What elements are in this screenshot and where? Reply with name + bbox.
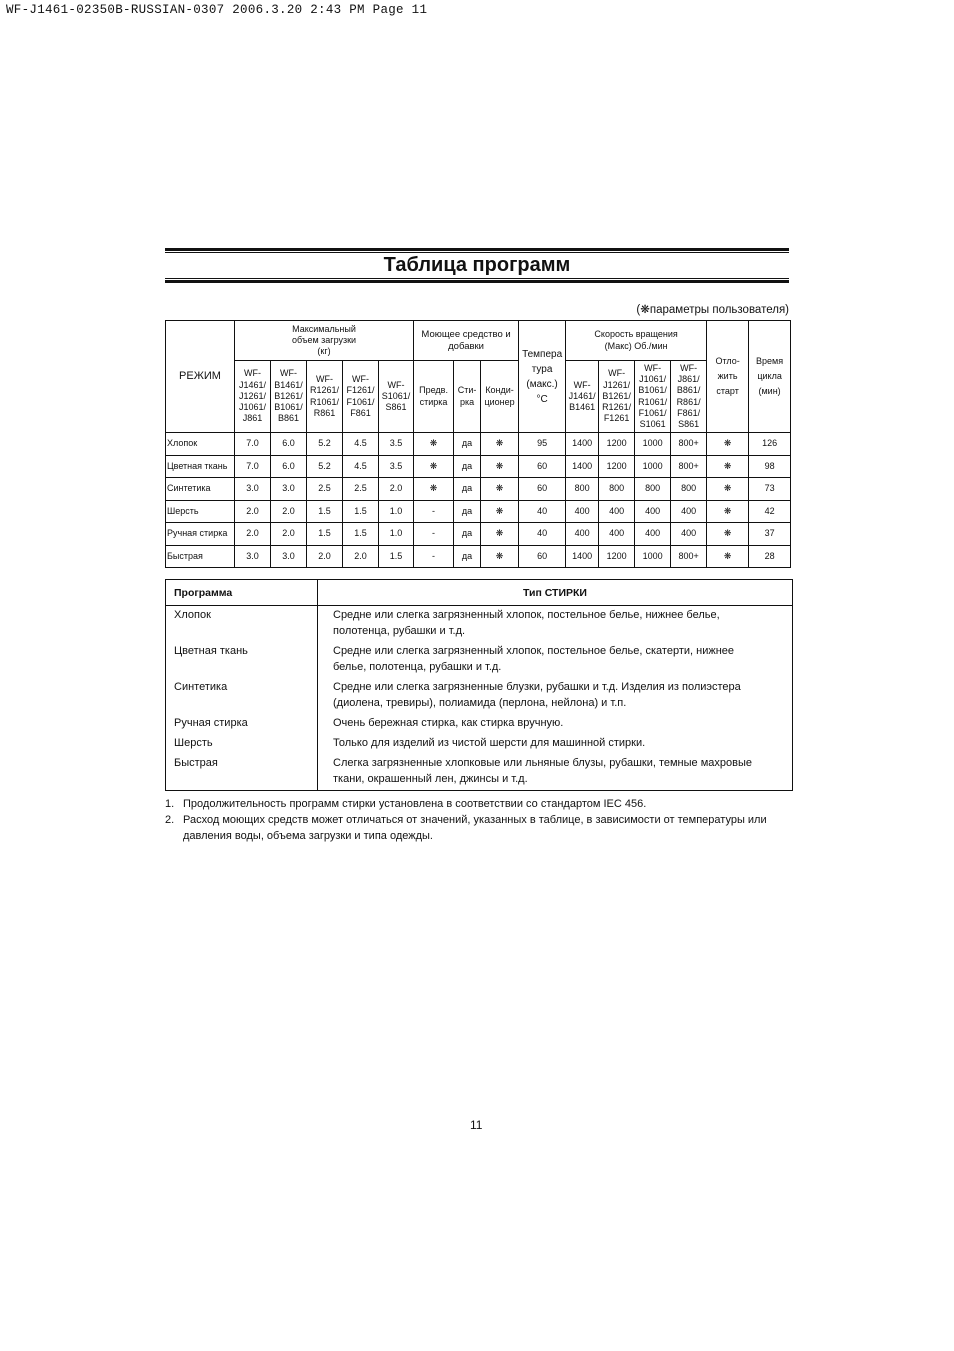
title-rule-bottom	[165, 280, 789, 283]
cycle-time-header: Время цикла (мин)	[749, 321, 791, 433]
wash-type-description: Средне или слегка загрязненный хлопок, постельное белье, нижнее белье, полотенца, рубашки и т.д.	[333, 609, 720, 637]
table-cell: 5.2	[307, 433, 343, 456]
table-cell: 800+	[671, 545, 707, 568]
mode-name: Шерсть	[166, 500, 235, 523]
table-cell: 3.0	[271, 478, 307, 501]
table-cell: 40	[519, 523, 566, 546]
program-name: Шерсть	[166, 734, 318, 754]
table-cell: 400	[635, 500, 671, 523]
table-cell: 3.0	[235, 478, 271, 501]
table-cell: 3.5	[379, 455, 414, 478]
table-cell: 400	[566, 500, 599, 523]
load-model-header: WF- B1461/ B1261/ B1061/ B861	[271, 361, 307, 433]
table-cell: 800+	[671, 455, 707, 478]
wash-type-description: Только для изделий из чистой шерсти для машинной стирки.	[333, 737, 646, 749]
table-cell: 98	[749, 455, 791, 478]
program-column-header: Программа	[166, 580, 318, 606]
table-cell: 1200	[599, 545, 635, 568]
spin-model-header: WF- J1461/ B1461	[566, 361, 599, 433]
load-model-header: WF- F1261/ F1061/ F861	[343, 361, 379, 433]
table-cell: 3.5	[379, 433, 414, 456]
title-rule-top-thin	[165, 252, 789, 253]
table-cell: ❋	[481, 500, 519, 523]
table-cell: -	[414, 523, 454, 546]
table-cell: да	[454, 433, 481, 456]
footnote-number: 2.	[165, 814, 175, 826]
table-cell: ❋	[481, 545, 519, 568]
table-cell: ❋	[481, 455, 519, 478]
table-cell: ❋	[414, 433, 454, 456]
table-cell: 400	[566, 523, 599, 546]
footnote-number: 1.	[165, 798, 175, 810]
table-cell: 2.0	[235, 523, 271, 546]
title-rule-bottom-thin	[165, 278, 789, 279]
table-cell: 60	[519, 455, 566, 478]
table-cell: 4.5	[343, 455, 379, 478]
table-cell: да	[454, 545, 481, 568]
table-cell: 1.5	[307, 500, 343, 523]
table-cell: 800	[671, 478, 707, 501]
program-name: Быстрая	[166, 754, 318, 791]
table-cell: ❋	[707, 523, 749, 546]
table-cell: 1400	[566, 545, 599, 568]
table-row	[166, 433, 791, 456]
table-cell: ❋	[707, 545, 749, 568]
program-name: Ручная стирка	[166, 714, 318, 734]
table-cell: 3.0	[235, 545, 271, 568]
table-cell: 126	[749, 433, 791, 456]
table-cell: 4.5	[343, 433, 379, 456]
delay-start-header: Отло- жить старт	[707, 321, 749, 433]
table-cell: -	[414, 500, 454, 523]
table-cell: ❋	[414, 478, 454, 501]
program-name: Цветная ткань	[166, 642, 318, 678]
table-cell: 400	[671, 523, 707, 546]
table-row	[166, 478, 791, 501]
table-cell: ❋	[481, 523, 519, 546]
spin-model-header: WF- J861/ B861/ R861/ F861/ S861	[671, 361, 707, 433]
table-cell: 5.2	[307, 455, 343, 478]
table-cell: 28	[749, 545, 791, 568]
table-cell: 800	[635, 478, 671, 501]
table-cell: 800	[566, 478, 599, 501]
program-table	[165, 320, 791, 568]
table-cell: 60	[519, 545, 566, 568]
table-cell: 60	[519, 478, 566, 501]
table-cell: да	[454, 455, 481, 478]
table-cell: 800	[599, 478, 635, 501]
table-cell: 6.0	[271, 455, 307, 478]
table-cell: 2.5	[343, 478, 379, 501]
table-row	[166, 455, 791, 478]
table-cell: 1400	[566, 433, 599, 456]
table-cell: 1000	[635, 433, 671, 456]
wash-type-description: Средне или слегка загрязненные блузки, рубашки и т.д. Изделия из полиэстера (диолена, тревиры), полиамида (перлона, нейлона) и т.п.	[333, 681, 741, 709]
wash-type-description: Слегка загрязненные хлопковые или льняные блузы, рубашки, темные махровые ткани, окрашенный лен, джинсы и т.д.	[333, 757, 752, 785]
load-model-header: WF- J1461/ J1261/ J1061/ J861	[235, 361, 271, 433]
table-cell: 2.0	[271, 523, 307, 546]
wash-type-description: Очень бережная стирка, как стирка вручную.	[333, 717, 564, 729]
footnote-2	[165, 812, 785, 844]
spin-header: Скорость вращения (Макс) Об./мин	[566, 321, 707, 361]
table-cell: 42	[749, 500, 791, 523]
table-cell: да	[454, 523, 481, 546]
footnote-1	[165, 796, 785, 812]
detergent-column-header: Сти- рка	[454, 361, 481, 433]
table-cell: 1200	[599, 455, 635, 478]
load-model-header: WF- R1261/ R1061/ R861	[307, 361, 343, 433]
program-row	[166, 714, 793, 734]
table-cell: 1.5	[343, 500, 379, 523]
mode-name: Цветная ткань	[166, 455, 235, 478]
wash-type-description: Средне или слегка загрязненный хлопок, постельное белье, скатерти, нижнее белье, полотенца, рубашки и т.д.	[333, 645, 735, 673]
title-rule-top	[165, 248, 789, 251]
detergent-header: Моющее средство и добавки	[414, 321, 519, 361]
table-cell: ❋	[707, 500, 749, 523]
spin-model-header: WF- J1261/ B1261/ R1261/ F1261	[599, 361, 635, 433]
table-cell: 73	[749, 478, 791, 501]
detergent-column-header: Конди- ционер	[481, 361, 519, 433]
table-cell: 2.5	[307, 478, 343, 501]
table-cell: ❋	[481, 478, 519, 501]
table-cell: 1.5	[379, 545, 414, 568]
table-cell: 1000	[635, 545, 671, 568]
table-cell: 400	[599, 523, 635, 546]
table-cell: 37	[749, 523, 791, 546]
page-title: Таблица программ	[383, 254, 571, 276]
table-cell: 1.0	[379, 523, 414, 546]
table-row	[166, 500, 791, 523]
user-parameters-note: (❋параметры пользователя)	[636, 304, 789, 316]
table-cell: 1400	[566, 455, 599, 478]
table-cell: 400	[635, 523, 671, 546]
mode-name: Хлопок	[166, 433, 235, 456]
table-cell: 1000	[635, 455, 671, 478]
table-cell: 1.0	[379, 500, 414, 523]
load-header: Максимальный объем загрузки (кг)	[235, 321, 414, 361]
table-cell: 400	[599, 500, 635, 523]
detergent-column-header: Предв. стирка	[414, 361, 454, 433]
mode-name: Быстрая	[166, 545, 235, 568]
program-row	[166, 606, 793, 643]
program-row	[166, 754, 793, 791]
table-cell: да	[454, 500, 481, 523]
table-cell: 2.0	[307, 545, 343, 568]
table-cell: 7.0	[235, 455, 271, 478]
table-cell: 95	[519, 433, 566, 456]
table-cell: -	[414, 545, 454, 568]
table-row	[166, 545, 791, 568]
spin-model-header: WF- J1061/ B1061/ R1061/ F1061/ S1061	[635, 361, 671, 433]
print-header: WF-J1461-02350B-RUSSIAN-0307 2006.3.20 2:43 PM Page 11	[6, 3, 428, 17]
table-row	[166, 523, 791, 546]
program-row	[166, 642, 793, 678]
mode-name: Ручная стирка	[166, 523, 235, 546]
wash-type-table	[165, 579, 793, 791]
temperature-header: Темпера тура (макс.) °C	[519, 321, 566, 433]
table-cell: да	[454, 478, 481, 501]
table-cell: 7.0	[235, 433, 271, 456]
table-cell: 6.0	[271, 433, 307, 456]
table-cell: 2.0	[235, 500, 271, 523]
page-number: 11	[470, 1118, 483, 1132]
table-cell: 1.5	[343, 523, 379, 546]
table-cell: ❋	[481, 433, 519, 456]
table-cell: 3.0	[271, 545, 307, 568]
table-cell: 400	[671, 500, 707, 523]
table-cell: 1200	[599, 433, 635, 456]
table-cell: 800+	[671, 433, 707, 456]
table-cell: 2.0	[379, 478, 414, 501]
table-cell: ❋	[707, 478, 749, 501]
table-cell: 2.0	[271, 500, 307, 523]
table-cell: 2.0	[343, 545, 379, 568]
table-cell: ❋	[414, 455, 454, 478]
program-row	[166, 734, 793, 754]
program-name: Синтетика	[166, 678, 318, 714]
footnote-text: Расход моющих средств может отличаться от значений, указанных в таблице, в зависимости от температуры или давления воды, объема загрузки и типа одежды.	[183, 814, 767, 842]
table-cell: ❋	[707, 433, 749, 456]
mode-header: РЕЖИМ	[166, 321, 235, 433]
wash-type-column-header: Тип СТИРКИ	[318, 580, 793, 606]
program-row	[166, 678, 793, 714]
table-cell: ❋	[707, 455, 749, 478]
mode-name: Синтетика	[166, 478, 235, 501]
table-cell: 40	[519, 500, 566, 523]
table-cell: 1.5	[307, 523, 343, 546]
load-model-header: WF- S1061/ S861	[379, 361, 414, 433]
footnote-text: Продолжительность программ стирки установлена в соответствии со стандартом IEC 456.	[183, 798, 647, 810]
program-name: Хлопок	[166, 606, 318, 643]
